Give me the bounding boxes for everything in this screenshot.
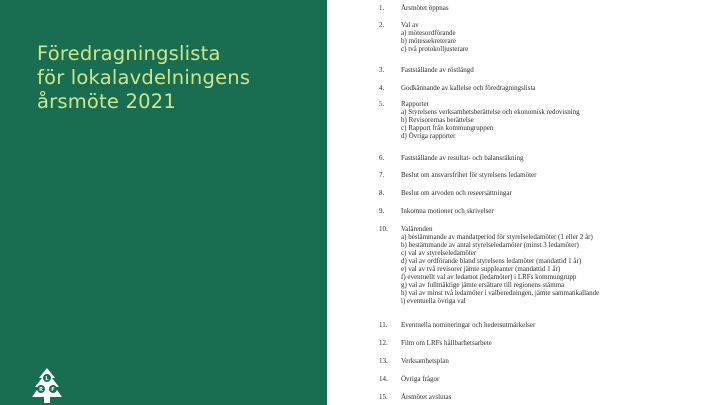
agenda-item-text: Årsmötet avslutas (401, 393, 452, 401)
agenda-item-number: 3. (379, 66, 385, 74)
agenda-item-text: Årsmötet öppnas (401, 4, 449, 12)
agenda-item-number: 11. (379, 321, 388, 329)
agenda-sub-item: b) mötessekreterare (401, 37, 456, 45)
agenda-item-text: Val av (401, 21, 419, 29)
agenda-item-text: Valärenden (401, 225, 433, 233)
agenda-sub-item: c) val av styrelseledamöter (401, 249, 477, 257)
agenda-item-text: Film om LRFs hållbarhetsarbete (401, 339, 492, 347)
agenda-sub-item: a) mötesordförande (401, 29, 456, 37)
agenda-sub-item: d) val av ordförande bland styrelsens ledamöter (mandattid 1 år) (401, 257, 582, 265)
agenda-item-number: 14. (379, 375, 388, 383)
agenda-sub-item: i) eventuella övriga val (401, 297, 466, 305)
title-line-2: för lokalavdelningens (37, 66, 251, 89)
logo-letter-f: F (51, 387, 55, 393)
agenda-item-number: 9. (379, 207, 385, 215)
agenda-sub-item: h) val av minst två ledamöter i valberedningen, jämte sammankallande (401, 289, 600, 297)
agenda-item-number: 15. (379, 393, 388, 401)
agenda-item-text: Rapporter (401, 100, 429, 108)
agenda-item-text: Godkännande av kallelse och föredragningslista (401, 84, 536, 92)
agenda-item-number: 8. (379, 189, 385, 197)
logo-letter-l: L (45, 376, 49, 382)
agenda-item-number: 2. (379, 21, 385, 29)
title-line-1: Föredragningslista (37, 42, 221, 65)
agenda-sub-item: c) två protokolljusterare (401, 45, 469, 53)
agenda-sub-item: a) Styrelsens verksamhetsberättelse och ekonomisk redovisning (401, 108, 580, 116)
agenda-item-number: 4. (379, 84, 385, 92)
agenda-item-number: 5. (379, 100, 385, 108)
agenda-item-text: Beslut om ansvarsfrihet för styrelsens ledamöter (401, 171, 537, 179)
agenda-item-text: Fastställande av röstlängd (401, 66, 474, 74)
agenda-item-number: 7. (379, 171, 385, 179)
agenda-sub-item: g) val av fullmäktige jämte ersättare till regionens stämma (401, 281, 565, 289)
agenda-item-text: Fastställande av resultat- och balansräkning (401, 154, 524, 162)
agenda-sub-item: b) Revisorernas berättelse (401, 116, 474, 124)
agenda-item-number: 13. (379, 357, 388, 365)
agenda-item-number: 10. (379, 225, 388, 233)
agenda-sub-item: f) eventuellt val av ledamot (ledamöter) i LRFs kommungrupp (401, 273, 577, 281)
agenda-sub-item: d) Övriga rapporter (401, 132, 456, 140)
title-line-3: årsmöte 2021 (37, 90, 176, 113)
agenda-sub-item: b) bestämmande av antal styrelseledamöter (minst 3 ledamöter) (401, 241, 579, 249)
agenda-item-number: 12. (379, 339, 388, 347)
agenda-sub-item: c) Rapport från kommungruppen (401, 124, 494, 132)
agenda-item-text: Verksamhetsplan (401, 357, 449, 365)
agenda-item-number: 1. (379, 4, 385, 12)
agenda-item-text: Övriga frågor (401, 375, 440, 383)
agenda-sub-item: e) val av två revisorer jämte suppleanter (mandattid 1 år) (401, 265, 561, 273)
agenda-item-text: Beslut om arvoden och reseersättningar (401, 189, 512, 197)
agenda-item-number: 6. (379, 154, 385, 162)
agenda-item-text: Inkomna motioner och skrivelser (401, 207, 494, 215)
agenda-item-text: Eventuella nomineringar och hedersutmärkelser (401, 321, 536, 329)
agenda-sub-item: a) bestämmande av mandatperiod för styrelseledamöter (1 eller 2 år) (401, 233, 593, 241)
logo-letter-r: R (39, 387, 43, 393)
